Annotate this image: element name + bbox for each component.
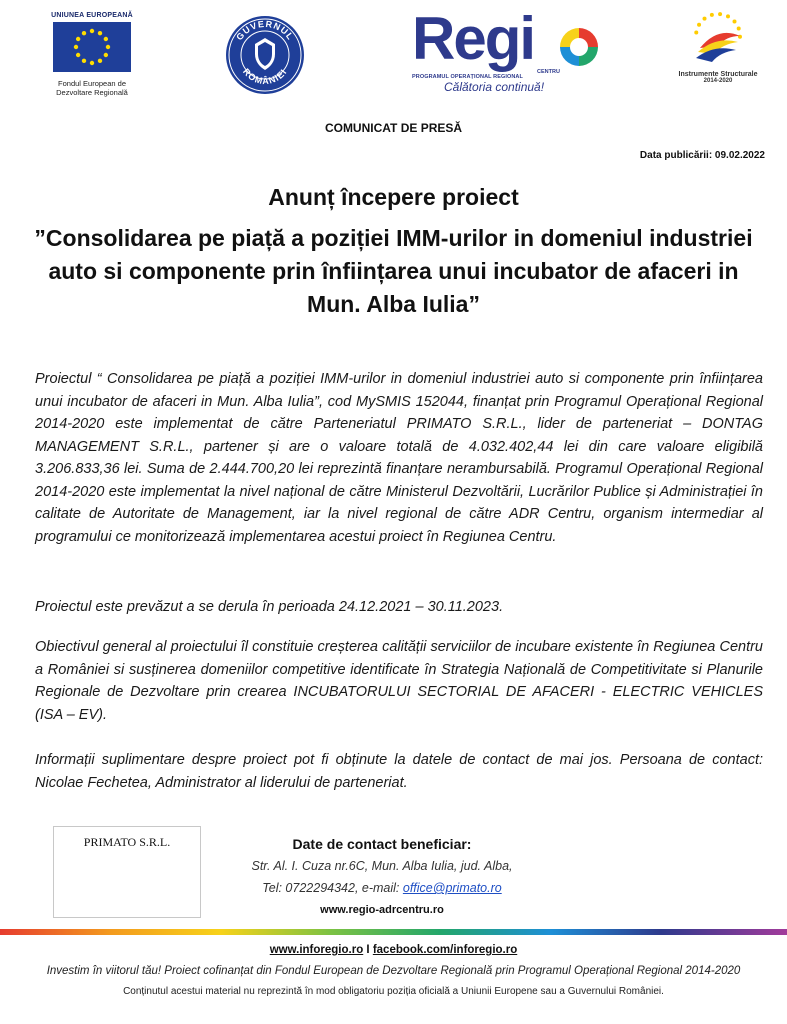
- eu-flag-icon: [53, 22, 131, 72]
- eu-logo: [44, 12, 140, 97]
- eu-star-icon: [76, 53, 80, 57]
- is-star-icon: [733, 19, 737, 23]
- facebook-link[interactable]: facebook.com/inforegio.ro: [372, 944, 518, 956]
- structural-instruments-logo: [668, 6, 768, 84]
- government-seal-icon: [224, 14, 306, 96]
- eu-star-icon: [98, 59, 102, 63]
- eu-star-icon: [104, 37, 108, 41]
- eu-star-icon: [106, 45, 110, 49]
- regio-logo: [412, 5, 602, 100]
- is-star-icon: [710, 13, 714, 17]
- eu-logo-subtitle: [44, 79, 140, 97]
- eu-star-icon: [82, 31, 86, 35]
- footer-link-separator: I: [363, 944, 373, 956]
- eu-star-icon: [76, 37, 80, 41]
- contact-phone: Tel: 0722294342, e-mail:: [262, 881, 403, 895]
- structural-instruments-title: Instrumente Structurale: [678, 71, 758, 78]
- inforegio-link[interactable]: www.inforegio.ro: [269, 944, 364, 956]
- footer-disclaimer: Conținutul acestui material nu reprezintă în mod obligatoriu poziția oficială a Uniunii Europene sau a Guvernului României.: [123, 986, 664, 997]
- is-star-icon: [694, 31, 698, 35]
- regio-o-icon: [558, 26, 600, 68]
- eu-logo-line-1: Fondul European de: [58, 79, 126, 88]
- contact-title: Date de contact beneficiar:: [292, 836, 472, 852]
- paragraph-project-objective: Obiectivul general al proiectului îl constituie creșterea calității serviciilor de incubare existente în Regiunea Centru a României si susținerea domeniilor competitive identificate în Strategia Națională de Competitivitate si Planurile Regionale de Dezvoltare prin crearea INCUBATORULUI SECTORIAL DE AFACERI - ELECTRIC VEHICLES (ISA – EV).: [35, 639, 763, 723]
- footer-cofinancing-note: Investim în viitorul tău! Proiect cofinanțat din Fondul European de Dezvoltare Regională prin Programul Operațional Regional 2014-2020: [46, 965, 741, 977]
- is-star-icon: [718, 12, 722, 16]
- regio-logo-word: Regi: [412, 5, 535, 72]
- beneficiary-logo-text: PRIMATO S.R.L.: [83, 835, 171, 849]
- contact-phone-line: [232, 881, 532, 895]
- beneficiary-logo-placeholder: [53, 826, 201, 918]
- eu-logo-title: UNIUNEA EUROPEANĂ: [51, 12, 133, 19]
- eu-star-icon: [98, 31, 102, 35]
- paragraph-contact-info: Informații suplimentare despre proiect pot fi obținute la datele de contact de mai jos. Persoana de contact: Nicolae Fechetea, Administrator al liderului de parteneriat.: [35, 752, 763, 791]
- publication-date: Data publicării: 09.02.2022: [639, 150, 765, 161]
- structural-instruments-years: 2014-2020: [703, 78, 733, 84]
- seal-text-bottom: ROMÂNIEI: [240, 66, 289, 87]
- contact-email-link[interactable]: office@primato.ro: [402, 881, 502, 895]
- eu-logo-line-2: Dezvoltare Regională: [56, 88, 128, 97]
- eu-star-icon: [74, 45, 78, 49]
- contact-website[interactable]: www.regio-adrcentru.ro: [320, 904, 444, 916]
- project-title: ”Consolidarea pe piață a poziției IMM-urilor in domeniul industriei auto si componente prin înființarea unui incubator de afaceri in Mun. Alba Iulia”: [34, 225, 753, 317]
- contact-address: Str. Al. I. Cuza nr.6C, Mun. Alba Iulia, jud. Alba,: [251, 859, 513, 873]
- is-star-icon: [737, 27, 741, 31]
- footer-links: [0, 944, 787, 956]
- regio-logo-centru: CENTRU: [537, 69, 560, 75]
- is-star-icon: [726, 14, 730, 18]
- page-title: Anunț începere proiect: [268, 184, 519, 210]
- paragraph-project-description: Proiectul “ Consolidarea pe piață a poziției IMM-urilor in domeniul industriei auto si componente prin înființarea unui incubator de afaceri in Mun. Alba Iulia”, cod MySMIS 152044, finanțat prin Programul Operațional Regional 2014-2020 este implementat de către Parteneriatul PRIMATO S.R.L., lider de parteneriat – DONTAG MANAGEMENT S.R.L., partener și are o valoare totală de 4.032.402,44 lei din care valoare eligibilă 3.206.833,36 lei. Suma de 2.444.700,20 lei reprezintă finanțare nerambursabilă. Programul Operațional Regional 2014-2020 este implementat la nivel național de către Ministerul Dezvoltării, Lucrărilor Publice și Administrației în calitate de Autoritate de Management, iar la nivel regional de către ADR Centru, organism intermediar al programului ce monitorizează implementarea acestui proiect în Regiunea Centru.: [35, 371, 763, 545]
- regio-logo-program: PROGRAMUL OPERAȚIONAL REGIONAL: [412, 74, 523, 80]
- eu-star-icon: [90, 29, 94, 33]
- is-star-icon: [697, 23, 701, 27]
- regio-logo-motto: Călătoria continuă!: [444, 80, 545, 94]
- press-release-label: COMUNICAT DE PRESĂ: [324, 121, 463, 135]
- paragraph-project-period: Proiectul este prevăzut a se derula în perioada 24.12.2021 – 30.11.2023.: [35, 599, 504, 615]
- is-star-icon: [703, 17, 707, 21]
- eu-star-icon: [104, 53, 108, 57]
- structural-instruments-icon: [686, 6, 750, 68]
- eu-star-icon: [82, 59, 86, 63]
- eu-star-icon: [90, 61, 94, 65]
- is-star-icon: [738, 35, 742, 39]
- seal-text-top: GUVERNUL: [234, 18, 296, 43]
- footer-color-bar: [0, 929, 787, 935]
